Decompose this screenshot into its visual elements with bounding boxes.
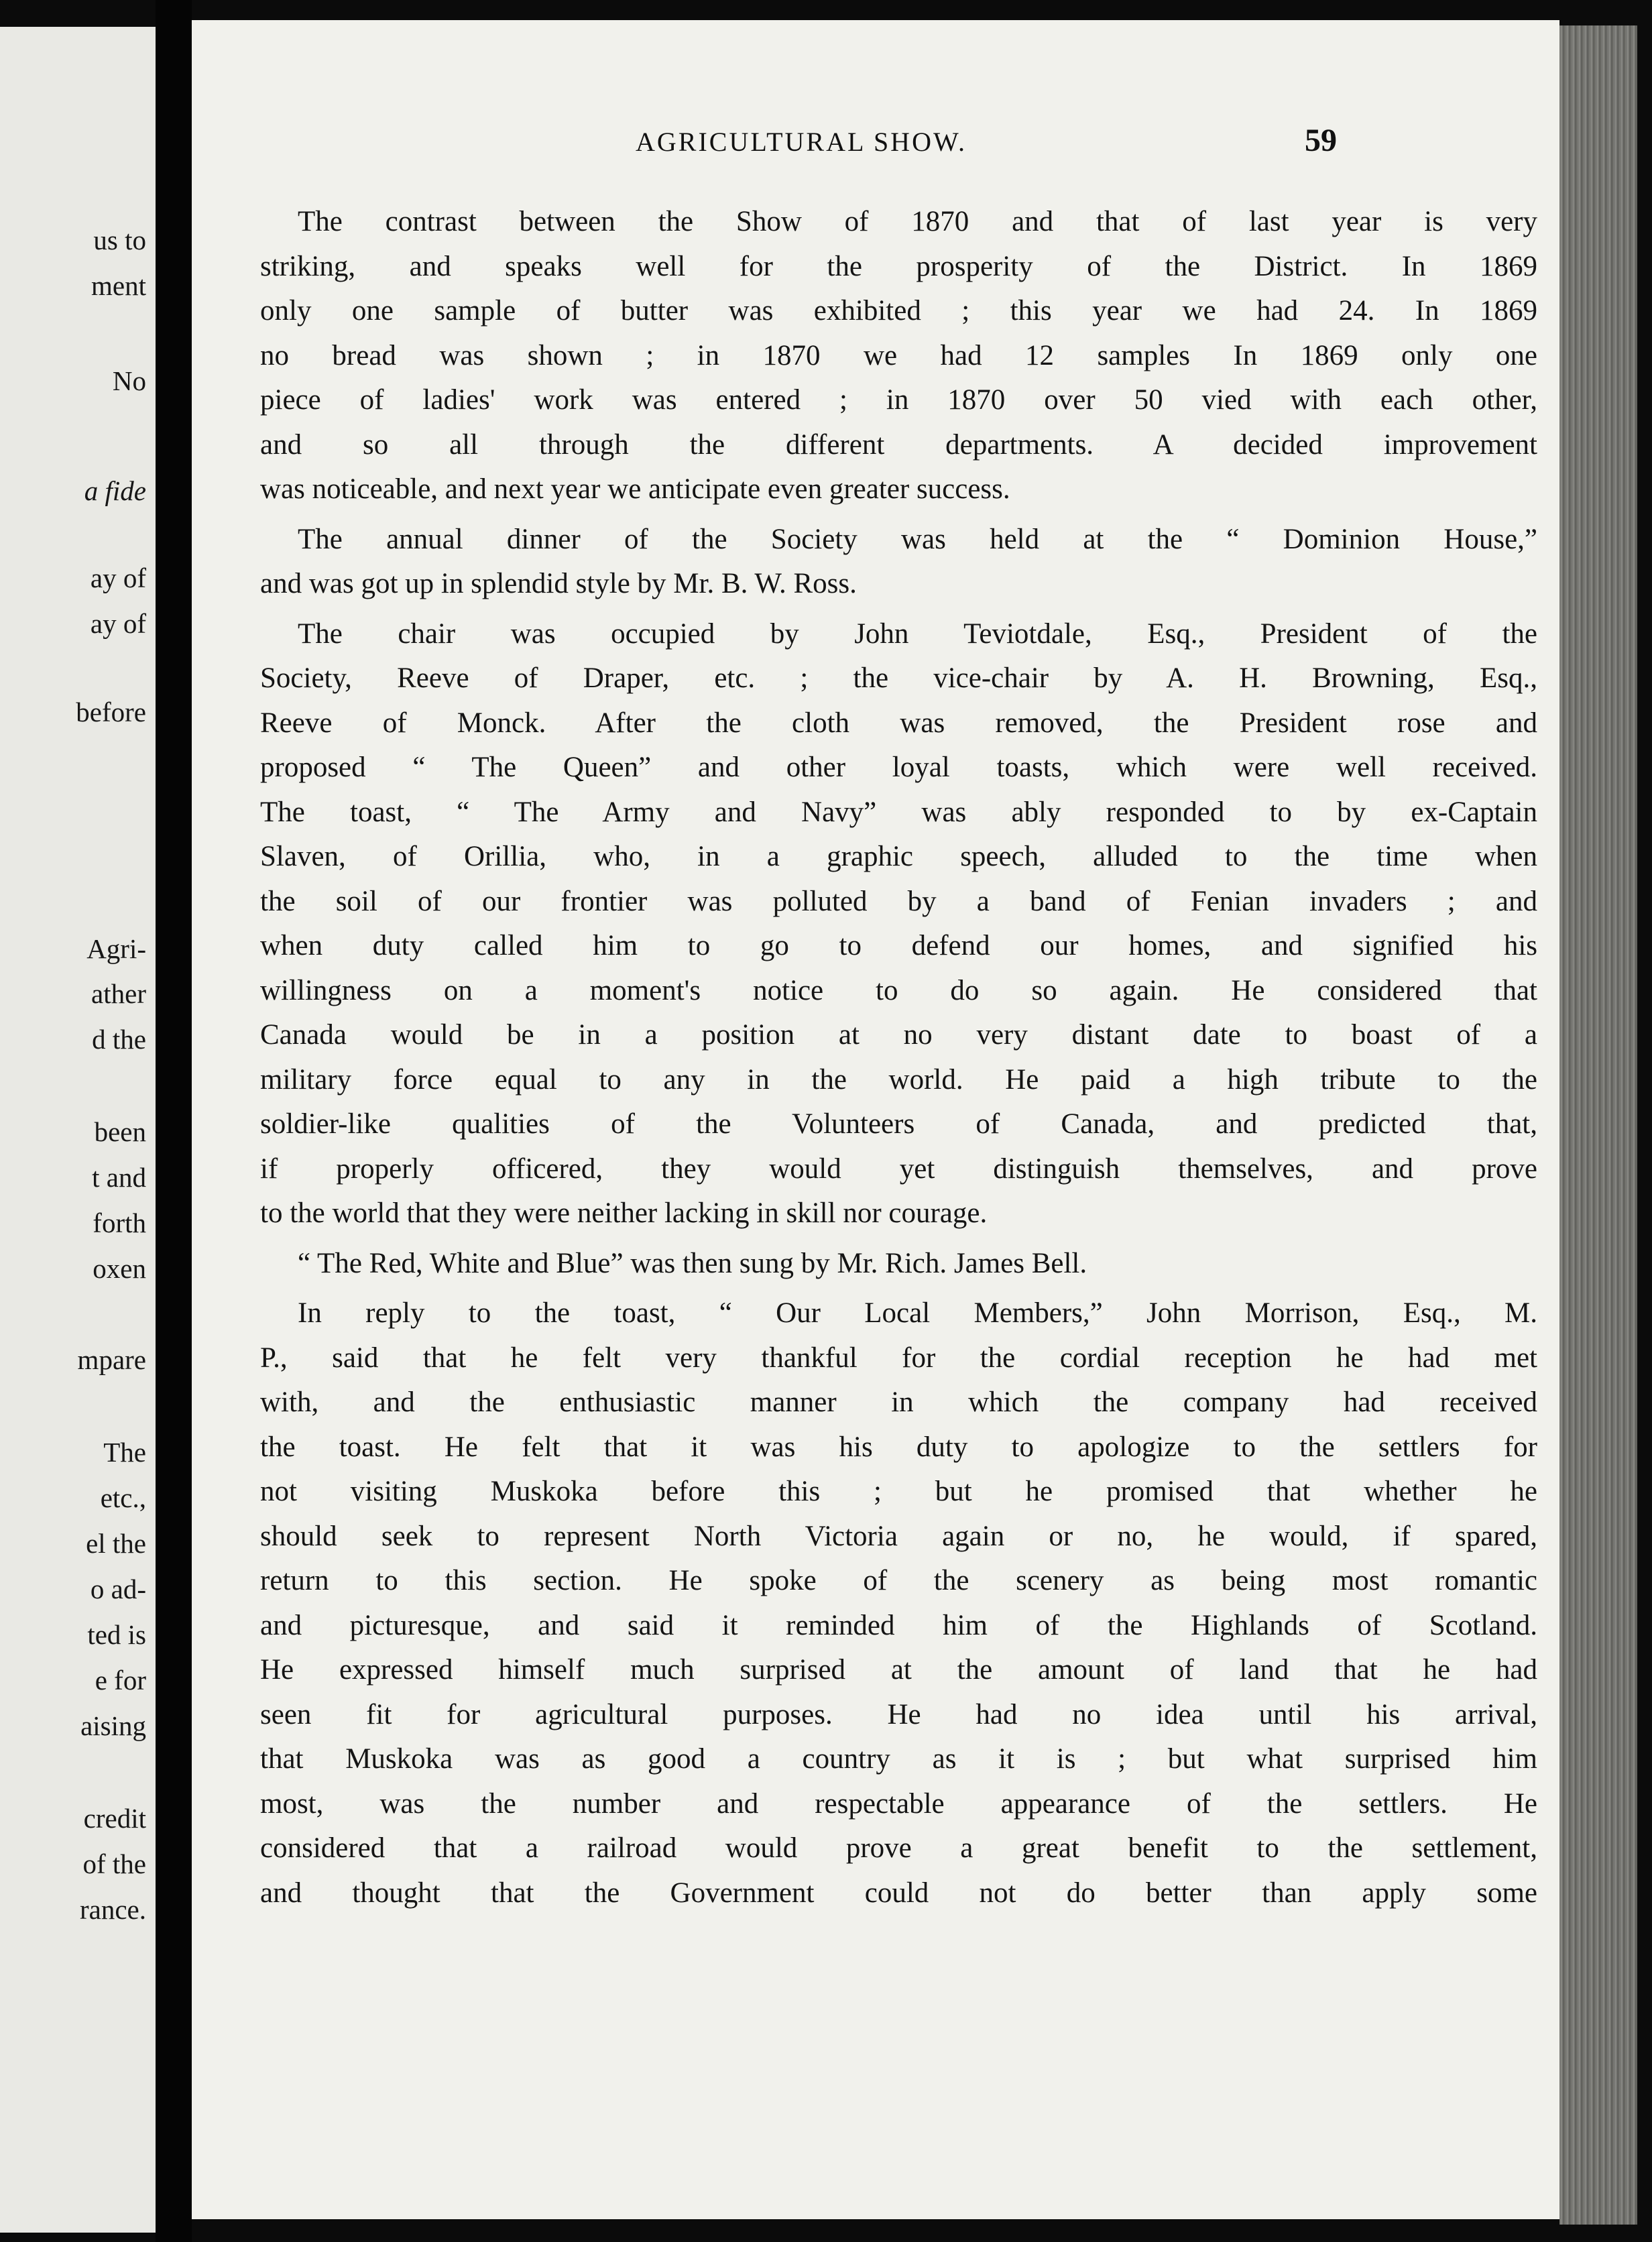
left-page-line: before bbox=[76, 697, 146, 727]
text-line: The contrast between the Show of 1870 and that of last year is very bbox=[298, 206, 1537, 237]
left-page-line: oxen bbox=[93, 1253, 146, 1284]
book-gutter bbox=[156, 0, 192, 2242]
text-line: when duty called him to go to defend our homes, and signified his bbox=[260, 930, 1537, 961]
text-line: the toast. He felt that it was his duty to apologize to the settlers for bbox=[260, 1431, 1537, 1463]
left-page-line: of the bbox=[82, 1848, 146, 1879]
text-line: soldier-like qualities of the Volunteers of Canada, and predicted that, bbox=[260, 1108, 1537, 1140]
page-header bbox=[192, 123, 1559, 166]
text-line: only one sample of butter was exhibited ; this year we had 24. In 1869 bbox=[260, 295, 1537, 327]
text-line: and was got up in splendid style by Mr. B. W. Ross. bbox=[260, 568, 857, 599]
text-line: piece of ladies' work was entered ; in 1870 over 50 vied with each other, bbox=[260, 384, 1537, 416]
left-page-line: mpare bbox=[77, 1344, 146, 1375]
text-line: proposed “ The Queen” and other loyal toasts, which were well received. bbox=[260, 752, 1537, 783]
text-line: Reeve of Monck. After the cloth was removed, the President rose and bbox=[260, 707, 1537, 739]
left-page-line: rance. bbox=[80, 1894, 146, 1925]
text-line: should seek to represent North Victoria again or no, he would, if spared, bbox=[260, 1520, 1537, 1552]
left-page-line: el the bbox=[86, 1528, 146, 1559]
left-page-line: Agri- bbox=[86, 933, 146, 964]
left-page-line: ted is bbox=[87, 1619, 146, 1650]
left-page-line: credit bbox=[83, 1803, 146, 1834]
left-page-line: d the bbox=[92, 1024, 146, 1055]
text-line: to the world that they were neither lacking in skill nor courage. bbox=[260, 1197, 988, 1229]
page-edges bbox=[1559, 25, 1637, 2225]
text-line: Society, Reeve of Draper, etc. ; the vice-chair by A. H. Browning, Esq., bbox=[260, 662, 1537, 694]
running-head: AGRICULTURAL SHOW. bbox=[636, 127, 967, 157]
left-page-line: e for bbox=[95, 1665, 146, 1696]
left-page-line: ay of bbox=[90, 563, 146, 593]
body-text bbox=[260, 200, 1537, 1915]
text-line: The annual dinner of the Society was held at the “ Dominion House,” bbox=[298, 523, 1537, 555]
text-line: that Muskoka was as good a country as it is ; but what surprised him bbox=[260, 1743, 1537, 1775]
left-page-line: aising bbox=[80, 1710, 146, 1741]
text-line: military force equal to any in the world. He paid a high tribute to the bbox=[260, 1063, 1537, 1096]
text-line: Canada would be in a position at no very distant date to boast of a bbox=[260, 1019, 1537, 1051]
text-line: In reply to the toast, “ Our Local Members,” John Morrison, Esq., M. bbox=[298, 1297, 1537, 1329]
text-line: the soil of our frontier was polluted by a band of Fenian invaders ; and bbox=[260, 885, 1537, 917]
text-line: The toast, “ The Army and Navy” was ably responded to by ex-Captain bbox=[260, 796, 1537, 828]
left-page-line: a fide bbox=[84, 475, 146, 506]
left-page-line: been bbox=[94, 1116, 146, 1147]
left-page-line: t and bbox=[92, 1162, 146, 1193]
text-line: with, and the enthusiastic manner in which the company had received bbox=[260, 1386, 1537, 1418]
left-page-line: ay of bbox=[90, 608, 146, 639]
text-line: and so all through the different departments. A decided improvement bbox=[260, 428, 1537, 461]
left-page-line: us to bbox=[93, 225, 146, 255]
left-page-line: forth bbox=[93, 1207, 146, 1238]
book-page bbox=[192, 20, 1559, 2219]
text-line: and thought that the Government could not do better than apply some bbox=[260, 1877, 1537, 1909]
scan-border bbox=[1637, 0, 1652, 2242]
text-line: He expressed himself much surprised at the amount of land that he had bbox=[260, 1654, 1537, 1686]
text-line: striking, and speaks well for the prosperity of the District. In 1869 bbox=[260, 250, 1537, 282]
previous-page-fragment bbox=[0, 27, 156, 2233]
text-line: willingness on a moment's notice to do so again. He considered that bbox=[260, 974, 1537, 1006]
left-page-line: o ad- bbox=[90, 1574, 146, 1604]
text-line: considered that a railroad would prove a great benefit to the settlement, bbox=[260, 1832, 1537, 1864]
text-line: most, was the number and respectable appearance of the settlers. He bbox=[260, 1787, 1537, 1820]
left-page-line: No bbox=[112, 365, 146, 396]
text-line: seen fit for agricultural purposes. He had no idea until his arrival, bbox=[260, 1698, 1537, 1730]
left-page-line: etc., bbox=[100, 1482, 146, 1513]
text-line: The chair was occupied by John Teviotdale, Esq., President of the bbox=[298, 617, 1537, 650]
text-line: not visiting Muskoka before this ; but he promised that whether he bbox=[260, 1476, 1537, 1507]
text-line: was noticeable, and next year we anticipate even greater success. bbox=[260, 473, 1010, 505]
page-number: 59 bbox=[1305, 123, 1337, 158]
left-page-line: ather bbox=[91, 978, 146, 1009]
text-line: no bread was shown ; in 1870 we had 12 samples In 1869 only one bbox=[260, 339, 1537, 371]
text-line: Slaven, of Orillia, who, in a graphic speech, alluded to the time when bbox=[260, 841, 1537, 872]
text-line: “ The Red, White and Blue” was then sung by Mr. Rich. James Bell. bbox=[298, 1247, 1087, 1279]
text-line: return to this section. He spoke of the scenery as being most romantic bbox=[260, 1565, 1537, 1596]
text-line: if properly officered, they would yet distinguish themselves, and prove bbox=[260, 1153, 1537, 1185]
text-line: and picturesque, and said it reminded him of the Highlands of Scotland. bbox=[260, 1609, 1537, 1641]
text-line: P., said that he felt very thankful for the cordial reception he had met bbox=[260, 1342, 1537, 1374]
left-page-line: The bbox=[103, 1437, 146, 1468]
left-page-line: ment bbox=[91, 270, 146, 301]
